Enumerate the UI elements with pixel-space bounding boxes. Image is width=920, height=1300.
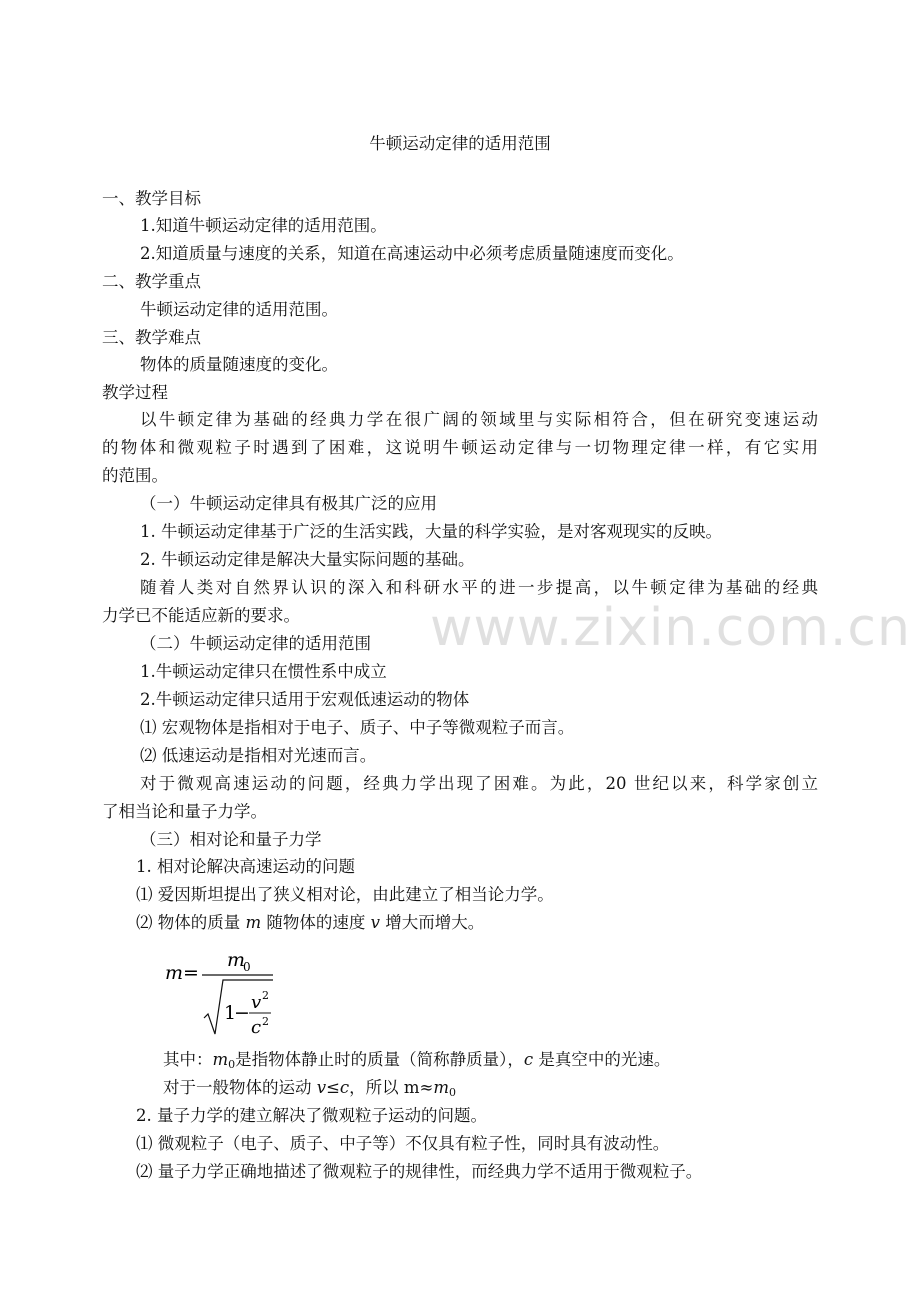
formula-equals: = xyxy=(183,962,199,984)
list-item: 2. 量子力学的建立解决了微观粒子运动的问题。 xyxy=(136,1106,487,1125)
list-item: ⑴ 宏观物体是指相对于电子、质子、中子等微观粒子而言。 xyxy=(140,718,575,737)
symbol-c: c xyxy=(523,1050,534,1069)
subsection-heading-2: （二）牛顿运动定律的适用范围 xyxy=(140,634,371,653)
list-item: ⑴ 微观粒子（电子、质子、中子等）不仅具有粒子性，同时具有波动性。 xyxy=(136,1134,670,1153)
formula-lhs: m xyxy=(165,962,184,984)
text-segment: 增大而增大。 xyxy=(379,913,485,932)
list-item: 1.牛顿运动定律只在惯性系中成立 xyxy=(140,662,387,681)
subscript-0: 0 xyxy=(449,1086,457,1099)
text-segment: 对于一般物体的运动 xyxy=(163,1078,317,1097)
text-segment: ⑵ 物体的质量 xyxy=(136,913,246,932)
subsection-heading-1: （一）牛顿运动定律具有极其广泛的应用 xyxy=(140,494,437,513)
paragraph-line: 对于微观高速运动的问题，经典力学出现了困难。为此，20 世纪以来，科学家创立 xyxy=(140,774,818,793)
formula-numerator: m xyxy=(227,949,246,971)
symbol-m: m xyxy=(245,913,262,932)
text-segment: 是真空中的光速。 xyxy=(533,1050,671,1069)
list-item: 2.牛顿运动定律只适用于宏观低速运动的物体 xyxy=(140,690,470,709)
symbol-m0: m xyxy=(212,1050,229,1069)
paragraph-line: 力学已不能适应新的要求。 xyxy=(102,606,300,625)
paragraph-line: 的范围。 xyxy=(102,466,168,485)
formula-v-exponent: 2 xyxy=(262,989,269,1002)
list-item: 1. 相对论解决高速运动的问题 xyxy=(136,857,355,876)
difficulty: 物体的质量随速度的变化。 xyxy=(140,355,338,374)
formula-approximation xyxy=(163,1078,456,1098)
formula-one: 1 xyxy=(224,1002,237,1024)
formula-v: v xyxy=(251,992,262,1013)
text-segment: 随物体的速度 xyxy=(261,913,371,932)
list-item: ⑴ 爱因斯坦提出了狭义相对论，由此建立了相当论力学。 xyxy=(136,885,554,904)
paragraph-line: 以牛顿定律为基础的经典力学在很广阔的领域里与实际相符合，但在研究变速运动 xyxy=(140,410,818,429)
formula-numerator-subscript: 0 xyxy=(243,960,251,974)
symbol-v: v xyxy=(370,913,380,932)
paragraph-line: 了相当论和量子力学。 xyxy=(102,802,267,821)
section-heading-process: 教学过程 xyxy=(102,383,168,402)
key-point: 牛顿运动定律的适用范围。 xyxy=(140,300,338,319)
formula-explanation xyxy=(163,1050,670,1070)
formula-minus: − xyxy=(234,1002,250,1024)
list-item: 2. 牛顿运动定律是解决大量实际问题的基础。 xyxy=(140,550,475,569)
page-title: 牛顿运动定律的适用范围 xyxy=(369,134,551,153)
list-item: 1. 牛顿运动定律基于广泛的生活实践，大量的科学实验，是对客观现实的反映。 xyxy=(140,522,722,541)
section-heading-objectives: 一、教学目标 xyxy=(102,189,201,208)
paragraph-line: 随着人类对自然界认识的深入和科研水平的进一步提高，以牛顿定律为基础的经典 xyxy=(140,578,818,597)
subsection-heading-3: （三）相对论和量子力学 xyxy=(140,830,322,849)
text-segment: 其中： xyxy=(163,1050,213,1069)
symbol-m0: m xyxy=(433,1078,450,1097)
section-heading-key-points: 二、教学重点 xyxy=(102,272,201,291)
list-item: ⑵ 低速运动是指相对光速而言。 xyxy=(140,746,377,765)
list-item xyxy=(136,913,484,933)
text-segment: 是指物体静止时的质量（简称静质量）， xyxy=(235,1050,524,1069)
mass-velocity-formula xyxy=(163,946,293,1041)
objective-2: 2.知道质量与速度的关系，知道在高速运动中必须考虑质量随速度而变化。 xyxy=(140,244,684,263)
section-heading-difficulties: 三、教学难点 xyxy=(102,328,201,347)
symbol-v-le-c: v≤c xyxy=(316,1078,350,1097)
objective-1: 1.知道牛顿运动定律的适用范围。 xyxy=(140,216,387,235)
formula-c: c xyxy=(251,1017,262,1038)
text-segment: ，所以 m≈ xyxy=(349,1078,434,1097)
paragraph-line: 的物体和微观粒子时遇到了困难，这说明牛顿运动定律与一切物理定律一样，有它实用 xyxy=(102,438,818,457)
subscript-0: 0 xyxy=(228,1058,236,1071)
watermark: www.zixin.com.cn xyxy=(430,598,911,658)
formula-c-exponent: 2 xyxy=(262,1015,269,1028)
list-item: ⑵ 量子力学正确地描述了微观粒子的规律性，而经典力学不适用于微观粒子。 xyxy=(136,1162,703,1181)
